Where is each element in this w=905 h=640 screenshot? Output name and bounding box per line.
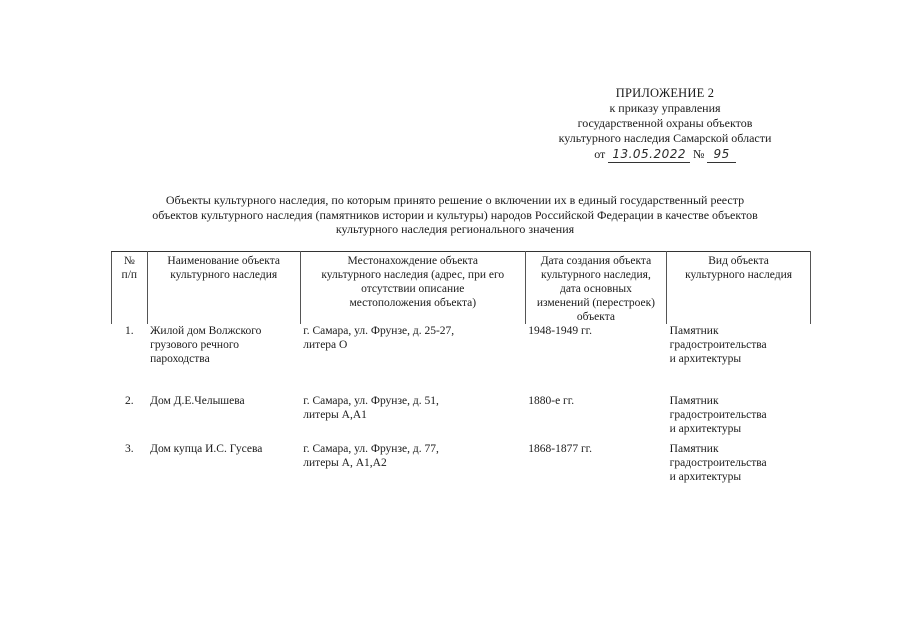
row-spacer (112, 366, 811, 394)
appendix-title: ПРИЛОЖЕНИЕ 2 (615, 86, 715, 100)
column-header-type: Вид объекта культурного наследия (667, 252, 811, 325)
order-reference (540, 147, 790, 163)
object-type: Памятник градостроительства и архитектуры (669, 325, 767, 365)
object-address: г. Самара, ул. Фрунзе, д. 51, литеры А,А1 (303, 395, 439, 421)
row-number: 3. (124, 443, 134, 455)
column-header-number: № п/п (112, 252, 148, 325)
order-number-label: № (693, 147, 705, 161)
object-address: г. Самара, ул. Фрунзе, д. 77, литеры А, А1,А2 (303, 443, 439, 469)
object-address: г. Самара, ул. Фрунзе, д. 25-27, литера О (303, 325, 455, 351)
column-header-name: Наименование объекта культурного наследия (147, 252, 300, 325)
heading-line: Объекты культурного наследия, по которым принято решение о включении их в единый государственный реестр (165, 193, 745, 207)
order-number: 95 (707, 147, 735, 163)
appendix-line: культурного наследия Самарской области (558, 131, 772, 145)
order-date: 13.05.2022 (608, 147, 690, 163)
table-header-row (112, 252, 811, 325)
heading-line: объектов культурного наследия (памятников истории и культуры) народов Российской Федерации в качестве объектов (152, 207, 758, 222)
object-type: Памятник градостроительства и архитектуры (669, 443, 767, 483)
document-heading (110, 193, 800, 237)
row-number: 1. (124, 325, 134, 337)
appendix-header (540, 86, 790, 163)
column-header-address: Местонахождение объекта культурного наследия (адрес, при его отсутствии описание местоположения объекта) (300, 252, 525, 325)
object-name: Дом Д.Е.Челышева (150, 395, 245, 407)
object-date: 1948-1949 гг. (528, 325, 592, 337)
object-name: Дом купца И.С. Гусева (150, 443, 263, 455)
row-number: 2. (124, 395, 134, 407)
appendix-line: государственной охраны объектов (577, 116, 753, 130)
table-row (112, 324, 811, 366)
heritage-table (111, 251, 811, 484)
object-type: Памятник градостроительства и архитектуры (669, 395, 767, 435)
heading-line: культурного наследия регионального значения (335, 222, 575, 236)
object-date: 1868-1877 гг. (528, 443, 592, 455)
order-prefix: от (594, 147, 606, 161)
table-row (112, 442, 811, 484)
object-name: Жилой дом Волжского грузового речного пароходства (150, 325, 262, 365)
column-header-date: Дата создания объекта культурного наследия, дата основных изменений (перестроек) объекта (525, 252, 666, 325)
appendix-line: к приказу управления (609, 101, 721, 115)
object-date: 1880-е гг. (528, 395, 575, 407)
table-row (112, 394, 811, 436)
